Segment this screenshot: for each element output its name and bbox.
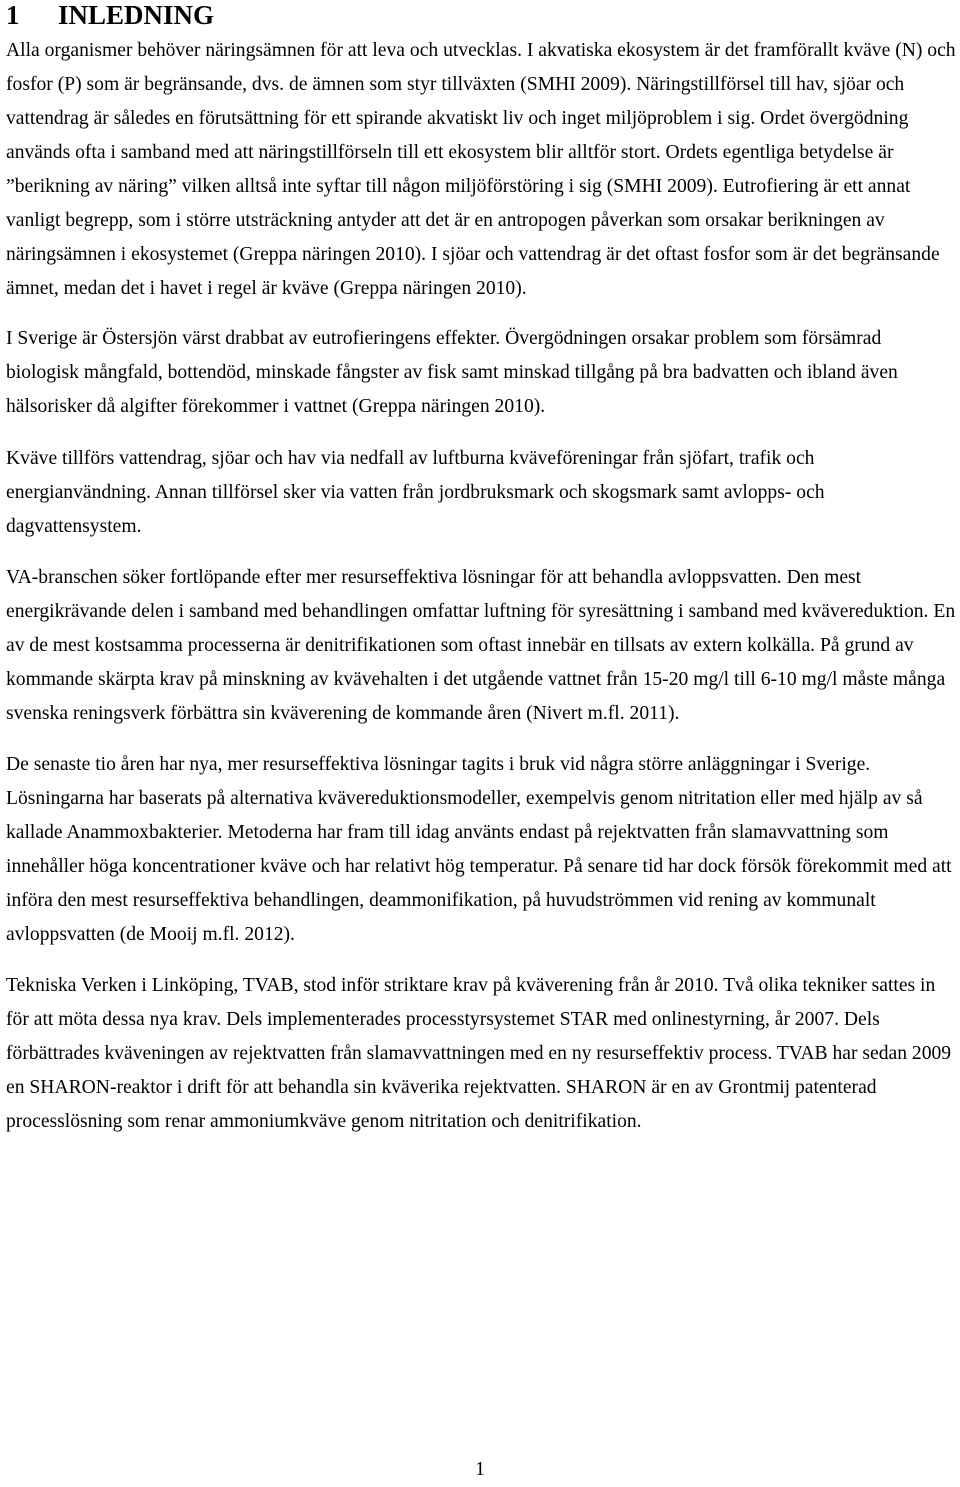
paragraph-kvave-tillforsel: Kväve tillförs vattendrag, sjöar och hav via nedfall av luftburna kväveföreningar från sjöfart, trafik och energianvändning. Annan tillförsel sker via vatten från jordbruksmark och skogsmark samt avlopps- och dagvattensystem. — [6, 448, 825, 537]
section-number: 1 — [6, 0, 20, 30]
page-number: 1 — [475, 1459, 485, 1480]
paragraph-ostersjon: I Sverige är Östersjön värst drabbat av eutrofieringens effekter. Övergödningen orsakar problem som försämrad biologisk mångfald, bottendöd, minskade fångster av fisk samt minskad tillgång på bra badvatten och ibland även hälsorisker då algifter förekommer i vattnet (Greppa näringen 2010). — [6, 328, 898, 417]
paragraph-introduction: Alla organismer behöver näringsämnen för att leva och utvecklas. I akvatiska ekosystem är det framförallt kväve (N) och fosfor (P) som är begränsande, dvs. de ämnen som styr tillväxten (SMHI 2009). Näringstillförsel till hav, sjöar och vattendrag är således en förutsättning för ett spirande akvatiskt liv och inget miljöproblem i sig. Ordet övergödning används ofta i samband med att näringstillförseln till ett ekosystem blir alltför stort. Ordets egentliga betydelse är ”berikning av näring” vilken alltså inte syftar till någon miljöförstöring i sig (SMHI 2009). Eutrofiering är ett annat vanligt begrepp, som i större utsträckning antyder att det är en antropogen påverkan som orsakar berikningen av näringsämnen i ekosystemet (Greppa näringen 2010). I sjöar och vattendrag är det oftast fosfor som är det begränsande ämnet, medan det i havet i regel är kväve (Greppa näringen 2010). — [6, 40, 956, 299]
document-page — [6, 0, 956, 1139]
section-heading — [6, 0, 956, 30]
paragraph-va-branschen: VA-branschen söker fortlöpande efter mer resurseffektiva lösningar för att behandla avloppsvatten. Den mest energikrävande delen i samband med behandlingen omfattar luftning för syresättning i samband med kvävereduktion. En av de mest kostsamma processerna är denitrifikationen som oftast innebär en tillsats av extern kolkälla. På grund av kommande skärpta krav på minskning av kvävehalten i det utgående vattnet från 15-20 mg/l till 6-10 mg/l måste många svenska reningsverk förbättra sin kväverening de kommande åren (Nivert m.fl. 2011). — [6, 567, 956, 724]
paragraph-tekniska-verken: Tekniska Verken i Linköping, TVAB, stod inför striktare krav på kväverening från år 2010. Två olika tekniker sattes in för att möta dessa nya krav. Dels implementerades processtyrsystemet STAR med onlinestyrning, år 2007. Dels förbättrades kväveningen av rejektvatten från slamavvattningen med en ny resurseffektiv process. TVAB har sedan 2009 en SHARON-reaktor i drift för att behandla sin kväverika rejektvatten. SHARON är en av Grontmij patenterad processlösning som renar ammoniumkväve genom nitritation och denitrifikation. — [6, 975, 952, 1132]
section-title: INLEDNING — [58, 0, 215, 30]
paragraph-nya-losningar: De senaste tio åren har nya, mer resurseffektiva lösningar tagits i bruk vid några större anläggningar i Sverige. Lösningarna har baserats på alternativa kvävereduktionsmodeller, exempelvis genom nitritation eller med hjälp av så kallade Anammoxbakterier. Metoderna har fram till idag använts endast på rejektvatten från slamavvattning som innehåller höga koncentrationer kväve och har relativt hög temperatur. På senare tid har dock försök förekommit med att införa den mest resurseffektiva behandlingen, deammonifikation, på huvudströmmen vid rening av kommunalt avloppsvatten (de Mooij m.fl. 2012). — [6, 754, 952, 945]
